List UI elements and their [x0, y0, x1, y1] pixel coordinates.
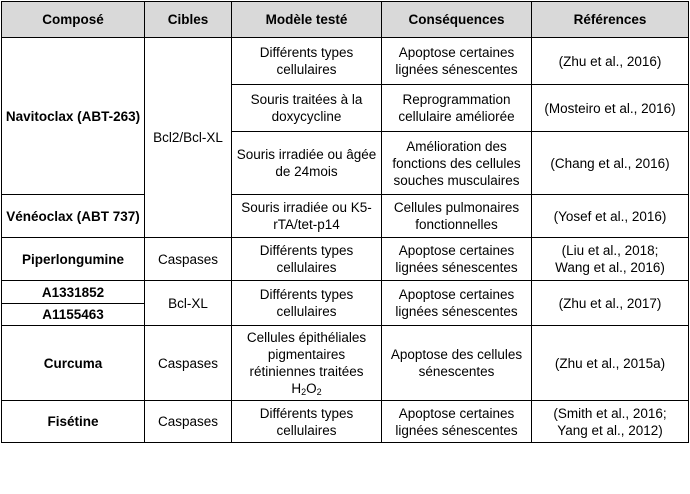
- cell-reference: [532, 238, 689, 281]
- cell-reference: (Yosef et al., 2016): [532, 195, 689, 238]
- cell-consequence: Apoptose certaines lignées sénescentes: [382, 38, 532, 85]
- formula-h: H: [291, 381, 302, 396]
- cell-consequence: Amélioration des fonctions des cellules souches musculaires: [382, 132, 532, 195]
- header-references: Références: [532, 2, 689, 38]
- cell-cible: Caspases: [145, 401, 232, 443]
- cell-modele: Souris irradiée ou K5-rTA/tet-p14: [232, 195, 382, 238]
- header-modele: Modèle testé: [232, 2, 382, 38]
- cell-cible-bcl2: Bcl2/Bcl-XL: [145, 38, 232, 238]
- cell-consequence: Cellules pulmonaires fonctionnelles: [382, 195, 532, 238]
- table-header-row: [2, 2, 689, 38]
- table-row: [2, 238, 689, 281]
- cell-reference: (Zhu et al., 2015a): [532, 326, 689, 401]
- modele-text: Cellules épithéliales pigmentaires rétiniennes traitées: [246, 330, 367, 379]
- reference-line: Wang et al., 2016): [555, 260, 665, 275]
- table-row: [2, 401, 689, 443]
- reference-line: (Smith et al., 2016;: [553, 405, 667, 421]
- cell-reference: (Zhu et al., 2016): [532, 38, 689, 85]
- formula-sub: 2: [316, 387, 322, 397]
- cell-compose-fisetine: Fisétine: [2, 401, 145, 443]
- cell-compose-a1331852: A1331852: [2, 281, 145, 304]
- table-row: [2, 326, 689, 401]
- reference-line: (Liu et al., 2018;: [561, 243, 659, 258]
- cell-modele: Différents types cellulaires: [232, 401, 382, 443]
- cell-consequence: Apoptose des cellules sénescentes: [382, 326, 532, 401]
- cell-compose-a1155463: A1155463: [2, 304, 145, 326]
- table-row: [2, 38, 689, 85]
- formula-sub: 2: [301, 387, 307, 397]
- cell-compose-navitoclax: Navitoclax (ABT-263): [2, 38, 145, 195]
- compounds-table: [1, 1, 689, 443]
- table-row: [2, 195, 689, 238]
- cell-modele: Souris traitées à la doxycycline: [232, 85, 382, 132]
- header-consequences: Conséquences: [382, 2, 532, 38]
- cell-reference: (Zhu et al., 2017): [532, 281, 689, 326]
- cell-consequence: Apoptose certaines lignées sénescentes: [382, 401, 532, 443]
- cell-compose-curcuma: Curcuma: [2, 326, 145, 401]
- cell-compose-veneoclax: Vénéoclax (ABT 737): [2, 195, 145, 238]
- cell-cible: Caspases: [145, 238, 232, 281]
- cell-consequence: Reprogrammation cellulaire améliorée: [382, 85, 532, 132]
- cell-reference: (Mosteiro et al., 2016): [532, 85, 689, 132]
- cell-modele: Différents types cellulaires: [232, 38, 382, 85]
- header-cibles: Cibles: [145, 2, 232, 38]
- reference-line: Yang et al., 2012): [557, 422, 663, 438]
- cell-reference: (Chang et al., 2016): [532, 132, 689, 195]
- cell-reference: [532, 401, 689, 443]
- cell-cible: Caspases: [145, 326, 232, 401]
- cell-modele: Différents types cellulaires: [232, 238, 382, 281]
- cell-consequence: Apoptose certaines lignées sénescentes: [382, 238, 532, 281]
- formula-o: O: [306, 381, 317, 396]
- header-compose: Composé: [2, 2, 145, 38]
- cell-consequence: Apoptose certaines lignées sénescentes: [382, 281, 532, 326]
- cell-modele: Souris irradiée ou âgée de 24mois: [232, 132, 382, 195]
- table-row: [2, 281, 689, 304]
- cell-cible-bclxl: Bcl-XL: [145, 281, 232, 326]
- cell-modele: Différents types cellulaires: [232, 281, 382, 326]
- cell-compose-piperlongumine: Piperlongumine: [2, 238, 145, 281]
- cell-modele: [232, 326, 382, 401]
